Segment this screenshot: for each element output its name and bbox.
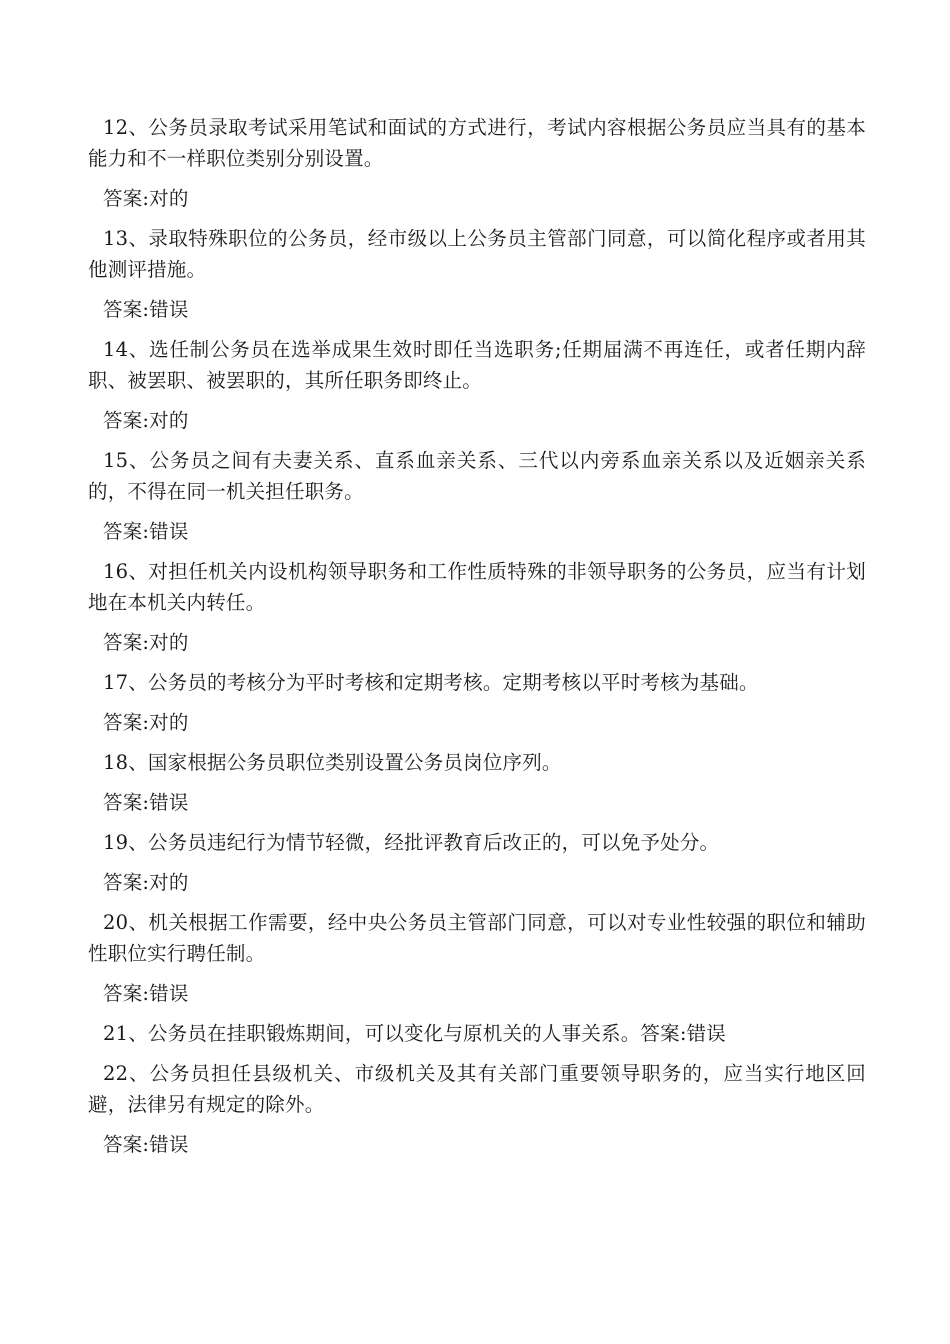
answer-19: 答案:对的	[103, 871, 189, 894]
question-14: 14、选任制公务员在选举成果生效时即任当选职务;任期届满不再连任，或者任期内辞职、被罢职、被罢职的，其所任职务即终止。	[88, 338, 866, 392]
answer-14: 答案:对的	[103, 409, 189, 432]
question-12: 12、公务员录取考试采用笔试和面试的方式进行，考试内容根据公务员应当具有的基本能力和不一样职位类别分别设置。	[88, 116, 866, 170]
question-15: 15、公务员之间有夫妻关系、直系血亲关系、三代以内旁系血亲关系以及近姻亲关系的，不得在同一机关担任职务。	[88, 449, 866, 503]
question-17: 17、公务员的考核分为平时考核和定期考核。定期考核以平时考核为基础。	[103, 671, 759, 694]
question-16: 16、对担任机关内设机构领导职务和工作性质特殊的非领导职务的公务员，应当有计划地在本机关内转任。	[88, 560, 866, 614]
document-body	[88, 112, 866, 1169]
answer-17: 答案:对的	[103, 711, 189, 734]
answer-16: 答案:对的	[103, 631, 189, 654]
question-18: 18、国家根据公务员职位类别设置公务员岗位序列。	[103, 751, 562, 774]
answer-13: 答案:错误	[103, 298, 189, 321]
answer-20: 答案:错误	[103, 982, 189, 1005]
question-20: 20、机关根据工作需要，经中央公务员主管部门同意，可以对专业性较强的职位和辅助性职位实行聘任制。	[88, 911, 866, 965]
question-13: 13、录取特殊职位的公务员，经市级以上公务员主管部门同意，可以简化程序或者用其他测评措施。	[88, 227, 866, 281]
question-19: 19、公务员违纪行为情节轻微，经批评教育后改正的，可以免予处分。	[103, 831, 720, 854]
answer-22: 答案:错误	[103, 1133, 189, 1156]
question-21: 21、公务员在挂职锻炼期间，可以变化与原机关的人事关系。答案:错误	[103, 1022, 726, 1045]
answer-18: 答案:错误	[103, 791, 189, 814]
answer-15: 答案:错误	[103, 520, 189, 543]
answer-12: 答案:对的	[103, 187, 189, 210]
question-22: 22、公务员担任县级机关、市级机关及其有关部门重要领导职务的，应当实行地区回避，法律另有规定的除外。	[88, 1062, 866, 1116]
